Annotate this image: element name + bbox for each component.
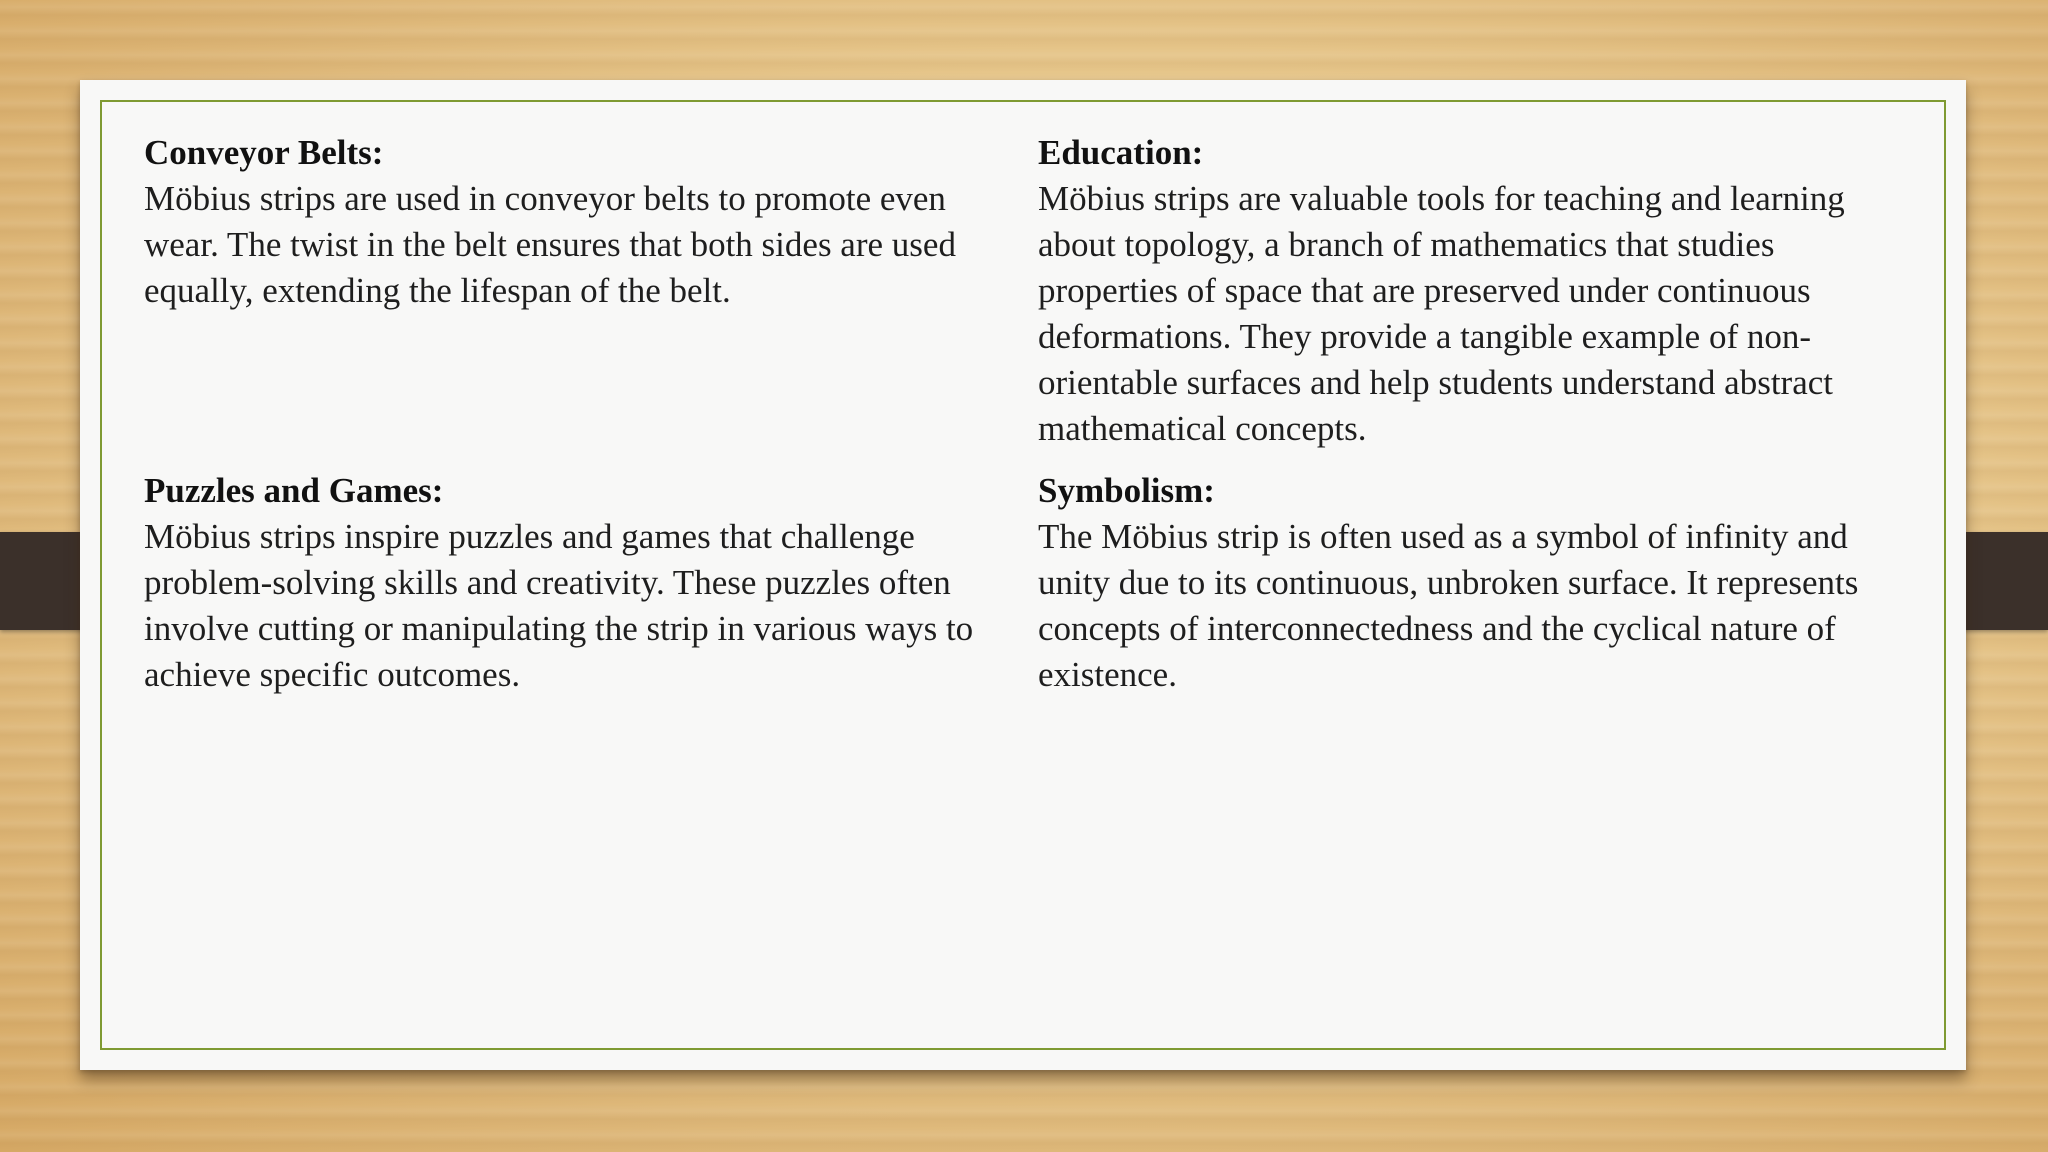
- section-conveyor-belts: [144, 130, 994, 314]
- section-title: Puzzles and Games:: [144, 471, 444, 510]
- section-body: Möbius strips are valuable tools for teaching and learning about topology, a branch of mathematics that studies properties of space that are preserved under continuous deformations. They provide a tangible example of non-orientable surfaces and help students understand abstract mathematical concepts.: [1038, 179, 1845, 448]
- section-symbolism: [1038, 468, 1918, 698]
- section-body: The Möbius strip is often used as a symbol of infinity and unity due to its continuous, unbroken surface. It represents concepts of interconnectedness and the cyclical nature of existence.: [1038, 517, 1859, 694]
- section-puzzles-and-games: [144, 468, 994, 698]
- section-title: Symbolism:: [1038, 471, 1215, 510]
- section-education: [1038, 130, 1918, 452]
- slide-card: [80, 80, 1966, 1070]
- section-body: Möbius strips inspire puzzles and games that challenge problem-solving skills and creativity. These puzzles often involve cutting or manipulating the strip in various ways to achieve specific outcomes.: [144, 517, 974, 694]
- section-title: Education:: [1038, 133, 1204, 172]
- section-body: Möbius strips are used in conveyor belts to promote even wear. The twist in the belt ensures that both sides are used equally, extending the lifespan of the belt.: [144, 179, 956, 310]
- section-title: Conveyor Belts:: [144, 133, 384, 172]
